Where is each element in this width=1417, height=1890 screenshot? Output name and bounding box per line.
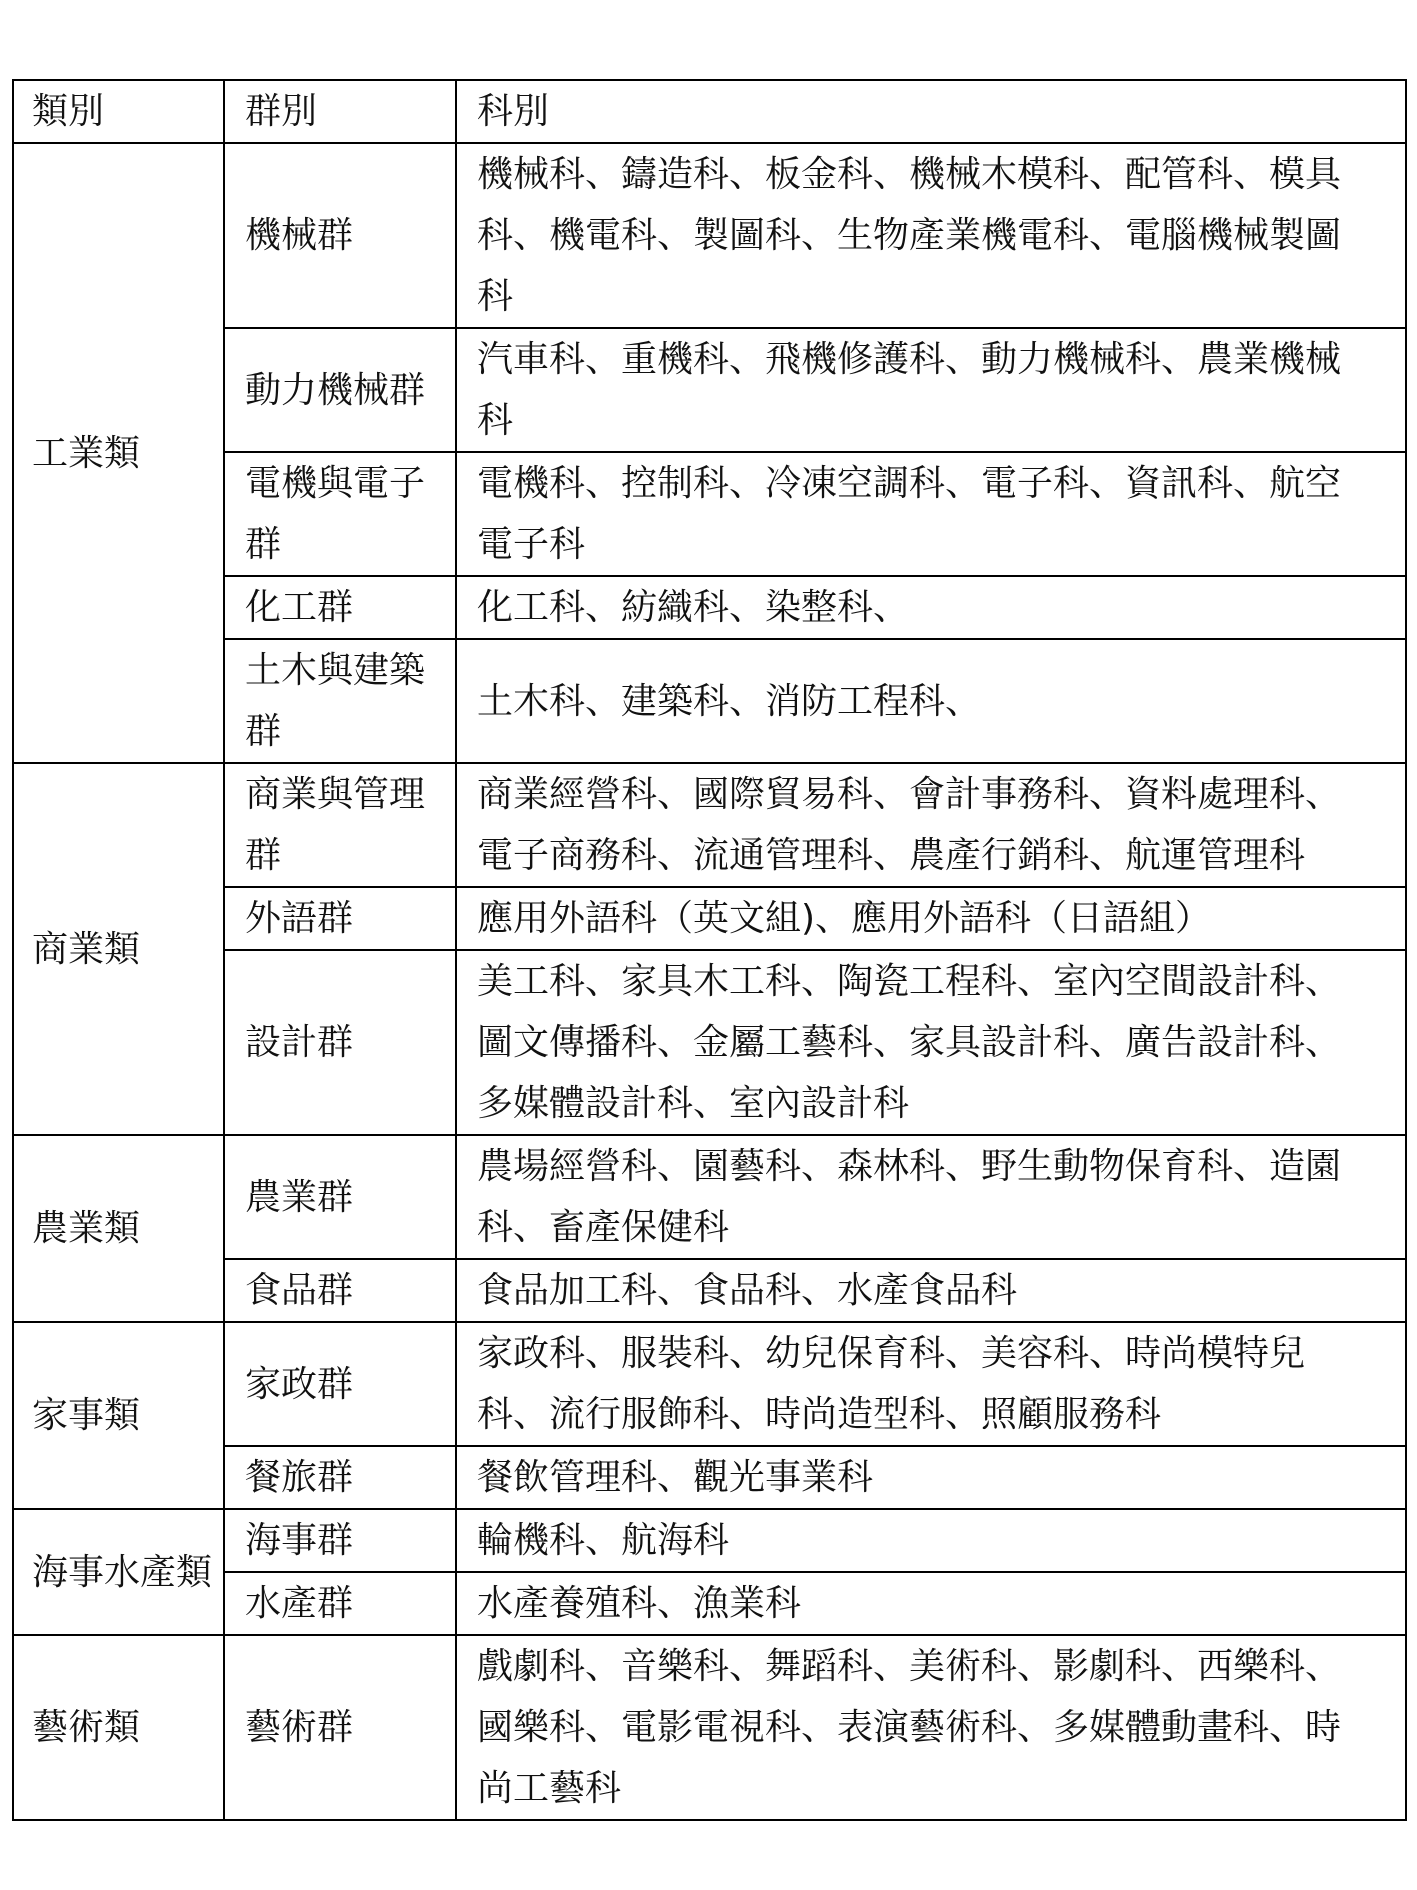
- group-cell: 農業群: [224, 1135, 456, 1259]
- group-cell: 電機與電子群: [224, 452, 456, 576]
- header-category: 類別: [13, 80, 224, 143]
- group-cell: 食品群: [224, 1259, 456, 1322]
- subject-cell: 商業經營科、國際貿易科、會計事務科、資料處理科、電子商務科、流通管理科、農產行銷科、航運管理科: [456, 763, 1406, 887]
- group-cell: 設計群: [224, 950, 456, 1135]
- header-subject: 科別: [456, 80, 1406, 143]
- subject-cell: 應用外語科（英文組)、應用外語科（日語組）: [456, 887, 1406, 950]
- subject-cell: 水產養殖科、漁業科: [456, 1572, 1406, 1635]
- table-row: [13, 1135, 1406, 1259]
- category-cell: 工業類: [13, 143, 224, 763]
- table-header-row: [13, 80, 1406, 143]
- group-cell: 海事群: [224, 1509, 456, 1572]
- subject-cell: 戲劇科、音樂科、舞蹈科、美術科、影劇科、西樂科、國樂科、電影電視科、表演藝術科、多媒體動畫科、時尚工藝科: [456, 1635, 1406, 1820]
- group-cell: 外語群: [224, 887, 456, 950]
- table-body: [13, 80, 1406, 1820]
- table-row: [13, 1509, 1406, 1572]
- subject-cell: 美工科、家具木工科、陶瓷工程科、室內空間設計科、圖文傳播科、金屬工藝科、家具設計科、廣告設計科、多媒體設計科、室內設計科: [456, 950, 1406, 1135]
- table-row: [13, 143, 1406, 328]
- school-categories-table: [12, 79, 1407, 1821]
- group-cell: 土木與建築群: [224, 639, 456, 763]
- group-cell: 藝術群: [224, 1635, 456, 1820]
- subject-cell: 電機科、控制科、冷凍空調科、電子科、資訊科、航空電子科: [456, 452, 1406, 576]
- group-cell: 水產群: [224, 1572, 456, 1635]
- subject-cell: 家政科、服裝科、幼兒保育科、美容科、時尚模特兒科、流行服飾科、時尚造型科、照顧服務科: [456, 1322, 1406, 1446]
- subject-cell: 食品加工科、食品科、水產食品科: [456, 1259, 1406, 1322]
- category-cell: 藝術類: [13, 1635, 224, 1820]
- table-row: [13, 1635, 1406, 1820]
- table-row: [13, 1322, 1406, 1446]
- subject-cell: 化工科、紡織科、染整科、: [456, 576, 1406, 639]
- header-group: 群別: [224, 80, 456, 143]
- table-row: [13, 763, 1406, 887]
- subject-cell: 餐飲管理科、觀光事業科: [456, 1446, 1406, 1509]
- category-cell: 農業類: [13, 1135, 224, 1322]
- group-cell: 家政群: [224, 1322, 456, 1446]
- group-cell: 動力機械群: [224, 328, 456, 452]
- group-cell: 餐旅群: [224, 1446, 456, 1509]
- subject-cell: 輪機科、航海科: [456, 1509, 1406, 1572]
- category-cell: 家事類: [13, 1322, 224, 1509]
- subject-cell: 汽車科、重機科、飛機修護科、動力機械科、農業機械科: [456, 328, 1406, 452]
- category-cell: 商業類: [13, 763, 224, 1135]
- subject-cell: 農場經營科、園藝科、森林科、野生動物保育科、造園科、畜產保健科: [456, 1135, 1406, 1259]
- subject-cell: 土木科、建築科、消防工程科、: [456, 639, 1406, 763]
- group-cell: 商業與管理群: [224, 763, 456, 887]
- group-cell: 化工群: [224, 576, 456, 639]
- group-cell: 機械群: [224, 143, 456, 328]
- category-cell: 海事水產類: [13, 1509, 224, 1635]
- subject-cell: 機械科、鑄造科、板金科、機械木模科、配管科、模具科、機電科、製圖科、生物產業機電科、電腦機械製圖科: [456, 143, 1406, 328]
